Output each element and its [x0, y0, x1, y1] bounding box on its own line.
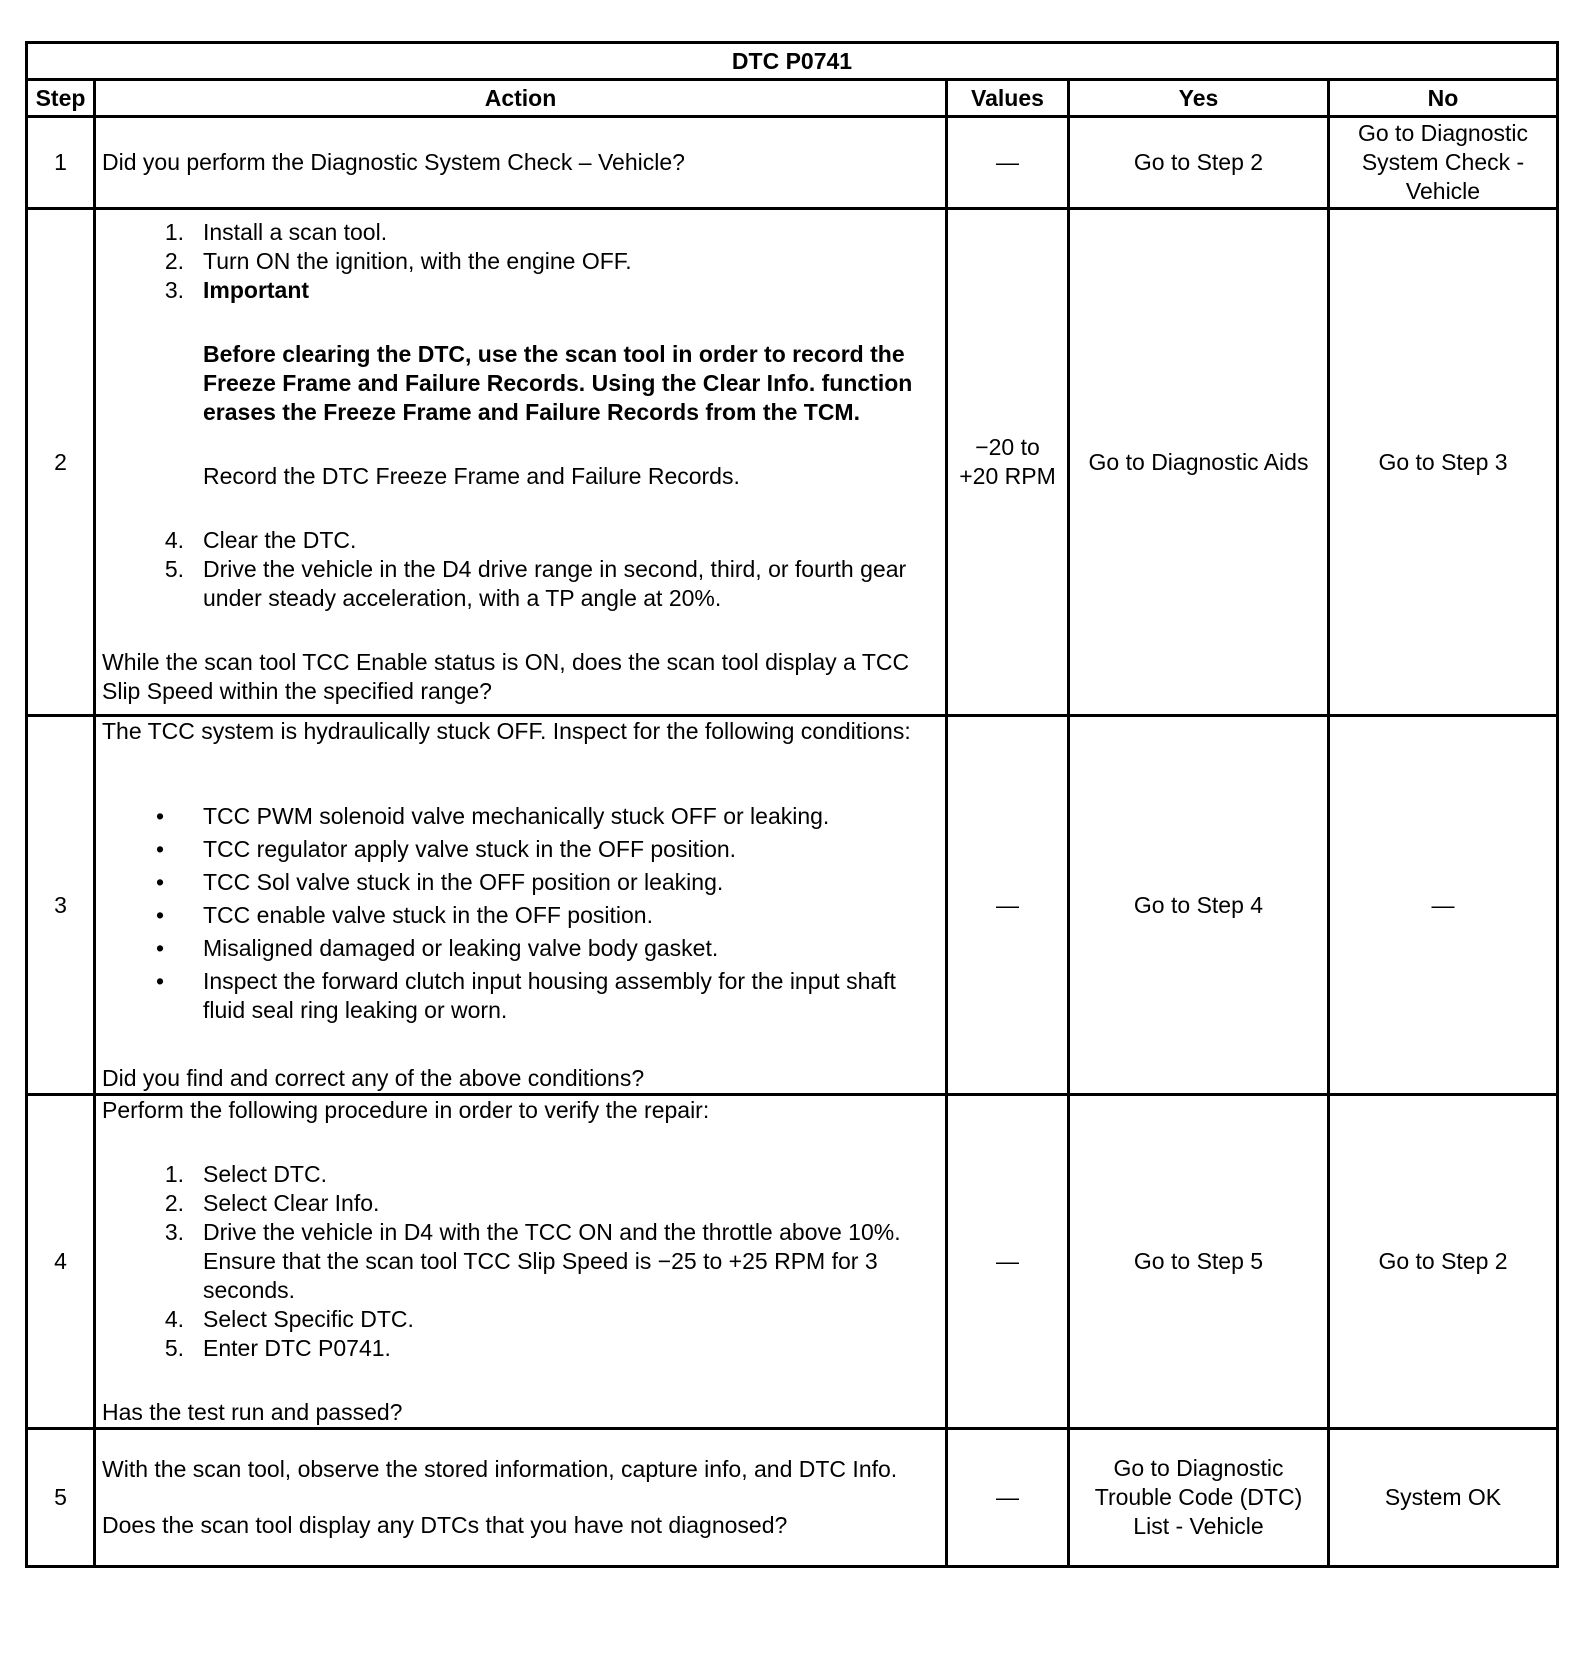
- dtc-table: [25, 41, 1559, 1568]
- important-note: Before clearing the DTC, use the scan tool in order to record the Freeze Frame and Failure Records. Using the Clear Info. function erases the Freeze Frame and Failure Records from the TCM.: [203, 341, 913, 425]
- list-item: 4. Clear the DTC.: [164, 527, 357, 553]
- table-title: DTC P0741: [27, 43, 1558, 80]
- no-cell: —: [1329, 716, 1558, 1095]
- header-row: [27, 80, 1558, 117]
- header-no: No: [1329, 80, 1558, 117]
- header-action: Action: [95, 80, 947, 117]
- header-values: Values: [947, 80, 1069, 117]
- list-item: • TCC PWM solenoid valve mechanically stuck OFF or leaking.: [156, 803, 830, 829]
- list-item: • Misaligned damaged or leaking valve body gasket.: [156, 935, 719, 961]
- list-item: • TCC Sol valve stuck in the OFF position or leaking.: [156, 869, 724, 895]
- question-text: While the scan tool TCC Enable status is ON, does the scan tool display a TCC Slip Speed within the specified range?: [102, 649, 910, 704]
- condition-list: [102, 802, 939, 1025]
- question-text: Did you find and correct any of the above conditions?: [102, 1065, 645, 1091]
- action-cell: [95, 1429, 947, 1567]
- action-cell: [95, 716, 947, 1095]
- values-cell: −20 to +20 RPM: [947, 209, 1069, 716]
- header-step: Step: [27, 80, 95, 117]
- action-cell: [95, 1095, 947, 1429]
- procedure-list: [102, 1160, 939, 1363]
- table-row-step-3: [27, 716, 1558, 1095]
- no-link[interactable]: Go to Step 3: [1329, 209, 1558, 716]
- question-text: Does the scan tool display any DTCs that you have not diagnosed?: [102, 1512, 788, 1538]
- list-item: • TCC enable valve stuck in the OFF position.: [156, 902, 653, 928]
- list-item: 3. Drive the vehicle in D4 with the TCC ON and the throttle above 10%. Ensure that the scan tool TCC Slip Speed is −25 to +25 RPM for 3 seconds.: [164, 1219, 901, 1303]
- step-number: 5: [27, 1429, 95, 1567]
- list-item: 2. Turn ON the ignition, with the engine OFF.: [164, 248, 632, 274]
- table-row-step-1: [27, 117, 1558, 209]
- list-item: 5. Drive the vehicle in the D4 drive range in second, third, or fourth gear under steady acceleration, with a TP angle at 20%.: [164, 556, 907, 611]
- values-cell: —: [947, 117, 1069, 209]
- procedure-list: [102, 218, 939, 305]
- yes-link[interactable]: Go to Step 4: [1069, 716, 1329, 1095]
- record-note: Record the DTC Freeze Frame and Failure Records.: [203, 463, 740, 489]
- list-item: 4. Select Specific DTC.: [164, 1306, 414, 1332]
- list-item: 1. Select DTC.: [164, 1161, 327, 1187]
- values-cell: —: [947, 716, 1069, 1095]
- table-row-step-2: [27, 209, 1558, 716]
- values-cell: —: [947, 1095, 1069, 1429]
- no-cell: System OK: [1329, 1429, 1558, 1567]
- step-number: 3: [27, 716, 95, 1095]
- step-number: 2: [27, 209, 95, 716]
- question-text: Did you perform the Diagnostic System Check – Vehicle?: [102, 149, 685, 175]
- yes-link[interactable]: Go to Diagnostic Trouble Code (DTC) List - Vehicle: [1069, 1429, 1329, 1567]
- table-row-step-4: [27, 1095, 1558, 1429]
- action-cell: [95, 209, 947, 716]
- list-item: 2. Select Clear Info.: [164, 1190, 380, 1216]
- list-item: • Inspect the forward clutch input housing assembly for the input shaft fluid seal ring leaking or worn.: [156, 968, 896, 1023]
- question-text: Has the test run and passed?: [102, 1399, 403, 1425]
- list-item: 5. Enter DTC P0741.: [164, 1335, 391, 1361]
- step-number: 4: [27, 1095, 95, 1429]
- action-cell: [95, 117, 947, 209]
- intro-text: The TCC system is hydraulically stuck OFF. Inspect for the following conditions:: [102, 718, 911, 744]
- intro-text: With the scan tool, observe the stored information, capture info, and DTC Info.: [102, 1456, 898, 1482]
- header-yes: Yes: [1069, 80, 1329, 117]
- list-item: 1. Install a scan tool.: [164, 219, 388, 245]
- table-row-step-5: [27, 1429, 1558, 1567]
- intro-text: Perform the following procedure in order to verify the repair:: [102, 1097, 710, 1123]
- step-number: 1: [27, 117, 95, 209]
- yes-link[interactable]: Go to Diagnostic Aids: [1069, 209, 1329, 716]
- list-item: 3. Important: [164, 277, 310, 303]
- no-link[interactable]: Go to Step 2: [1329, 1095, 1558, 1429]
- no-link[interactable]: Go to Diagnostic System Check - Vehicle: [1329, 117, 1558, 209]
- procedure-list-continued: [102, 526, 939, 613]
- yes-link[interactable]: Go to Step 5: [1069, 1095, 1329, 1429]
- values-cell: —: [947, 1429, 1069, 1567]
- list-item: • TCC regulator apply valve stuck in the OFF position.: [156, 836, 737, 862]
- yes-link[interactable]: Go to Step 2: [1069, 117, 1329, 209]
